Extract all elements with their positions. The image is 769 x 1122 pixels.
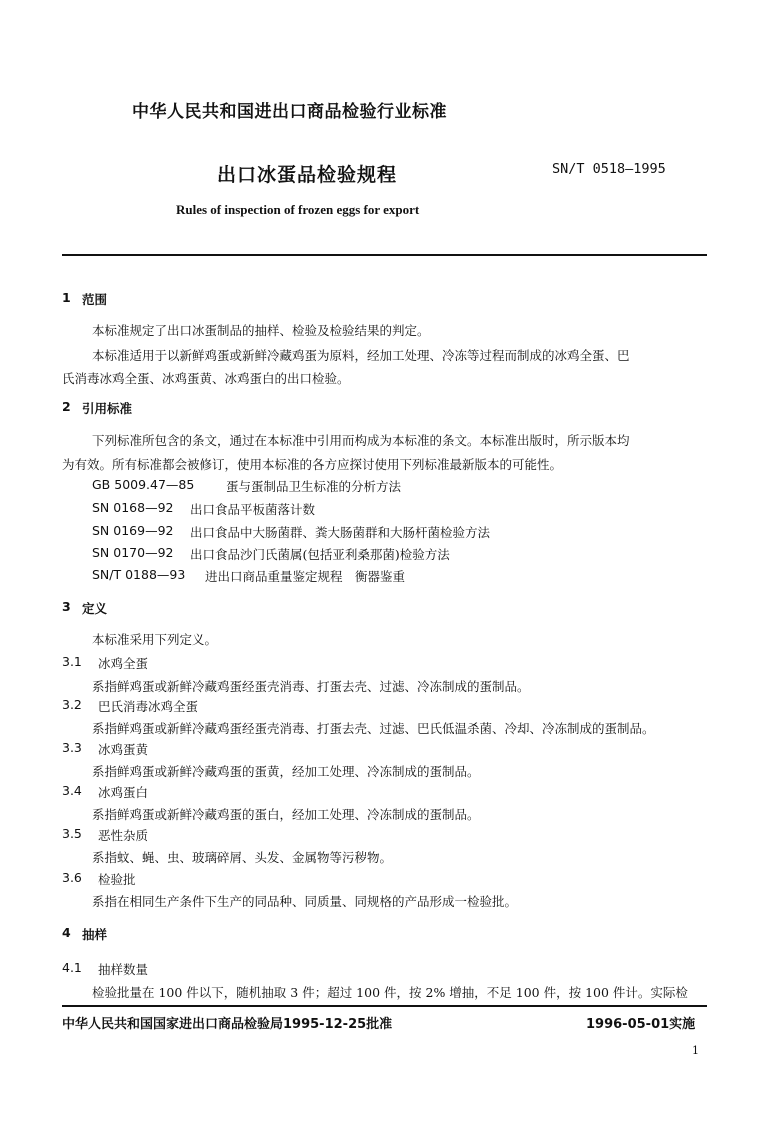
ref-name: 出口食品沙门氏菌属(包括亚利桑那菌)检验方法 — [190, 547, 450, 562]
def-term: 巴氏消毒冰鸡全蛋 — [98, 699, 199, 714]
def-term: 冰鸡蛋黄 — [98, 742, 149, 757]
def-term: 冰鸡全蛋 — [98, 656, 149, 671]
sec3-intro: 本标准采用下列定义。 — [92, 632, 218, 647]
def-number: 3.6 — [62, 870, 82, 885]
standard-code: SN/T 0518—1995 — [552, 161, 666, 177]
sec1-paragraph: 氏消毒冰鸡全蛋、冰鸡蛋黄、冰鸡蛋白的出口检验。 — [62, 371, 350, 386]
def-number: 3.3 — [62, 740, 82, 755]
ref-name: 出口食品平板菌落计数 — [190, 502, 316, 517]
def-description: 系指鲜鸡蛋或新鲜冷藏鸡蛋的蛋白，经加工处理、冷冻制成的蛋制品。 — [92, 807, 480, 822]
def-number: 3.1 — [62, 654, 82, 669]
page-number: 1 — [692, 1044, 699, 1057]
def-description: 系指蚊、蝇、虫、玻璃碎屑、头发、金属物等污秽物。 — [92, 850, 393, 865]
effective-date: 1996-05-01实施 — [586, 1017, 696, 1032]
sec4-number: 4 — [62, 925, 71, 940]
sec4-paragraph: 检验批量在 100 件以下，随机抽取 3 件；超过 100 件，按 2% 增抽，不足 100 件，按 100 件计。实际检 — [92, 985, 688, 1000]
sec2-paragraph: 为有效。所有标准都会被修订，使用本标准的各方应探讨使用下列标准最新版本的可能性。 — [62, 457, 563, 472]
ref-name: 进出口商品重量鉴定规程 衡器鉴重 — [205, 569, 406, 584]
ref-code: SN 0168—92 — [92, 500, 174, 515]
sec3-number: 3 — [62, 599, 71, 614]
def-description: 系指在相同生产条件下生产的同品种、同质量、同规格的产品形成一检验批。 — [92, 894, 518, 909]
sec2-paragraph: 下列标准所包含的条文，通过在本标准中引用而构成为本标准的条文。本标准出版时，所示版本均 — [92, 433, 630, 448]
sec2-number: 2 — [62, 399, 71, 414]
header-rule — [62, 254, 707, 256]
sec1-number: 1 — [62, 290, 71, 305]
def-term: 冰鸡蛋白 — [98, 785, 149, 800]
ref-code: SN/T 0188—93 — [92, 567, 186, 582]
ref-code: SN 0170—92 — [92, 545, 174, 560]
def-description: 系指鲜鸡蛋或新鲜冷藏鸡蛋经蛋壳消毒、打蛋去壳、过滤、冷冻制成的蛋制品。 — [92, 679, 530, 694]
sec4-sub-number: 4.1 — [62, 960, 82, 975]
sec4-sub-title: 抽样数量 — [98, 962, 149, 977]
footer-rule — [62, 1005, 707, 1007]
sec3-heading: 定义 — [82, 601, 108, 616]
sec1-heading: 范围 — [82, 292, 108, 307]
ref-code: SN 0169—92 — [92, 523, 174, 538]
def-description: 系指鲜鸡蛋或新鲜冷藏鸡蛋经蛋壳消毒、打蛋去壳、过滤、巴氏低温杀菌、冷却、冷冻制成的蛋制品。 — [92, 721, 655, 736]
sec1-paragraph: 本标准适用于以新鲜鸡蛋或新鲜冷藏鸡蛋为原料，经加工处理、冷冻等过程而制成的冰鸡全蛋、巴 — [92, 348, 630, 363]
def-number: 3.2 — [62, 697, 82, 712]
def-term: 恶性杂质 — [98, 828, 149, 843]
def-number: 3.5 — [62, 826, 82, 841]
sec4-heading: 抽样 — [82, 927, 108, 942]
document-title: 出口冰蛋品检验规程 — [217, 164, 398, 186]
ref-name: 出口食品中大肠菌群、粪大肠菌群和大肠杆菌检验方法 — [190, 525, 491, 540]
def-description: 系指鲜鸡蛋或新鲜冷藏鸡蛋的蛋黄，经加工处理、冷冻制成的蛋制品。 — [92, 764, 480, 779]
approval-line: 中华人民共和国国家进出口商品检验局1995-12-25批准 — [62, 1017, 393, 1032]
english-title: Rules of inspection of frozen eggs for export — [176, 202, 420, 217]
sec1-paragraph: 本标准规定了出口冰蛋制品的抽样、检验及检验结果的判定。 — [92, 323, 430, 338]
sec2-heading: 引用标准 — [82, 401, 133, 416]
ref-code: GB 5009.47—85 — [92, 477, 195, 492]
def-number: 3.4 — [62, 783, 82, 798]
ref-name: 蛋与蛋制品卫生标准的分析方法 — [226, 479, 402, 494]
def-term: 检验批 — [98, 872, 136, 887]
issuing-agency: 中华人民共和国进出口商品检验行业标准 — [132, 102, 447, 122]
